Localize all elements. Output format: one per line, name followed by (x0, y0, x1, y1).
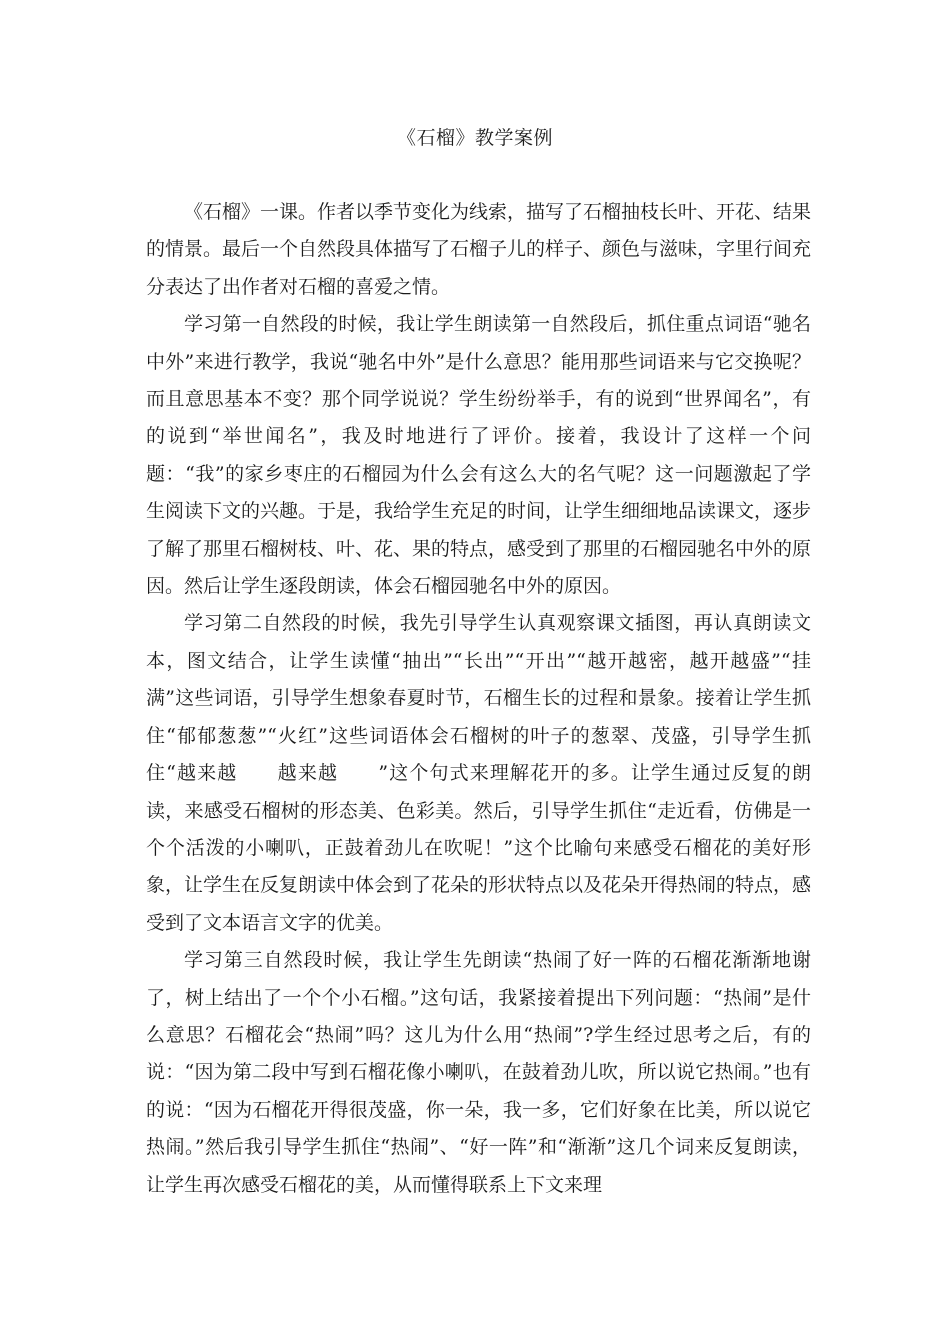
paragraph-4: 学习第三自然段时候，我让学生先朗读“热闹了好一阵的石榴花渐渐地谢了，树上结出了一个个小石榴。”这句话，我紧接着提出下列问题：“热闹”是什么意思？石榴花会“热闹”吗？这儿为什么用“热闹”?学生经过思考之后，有的说：“因为第二段中写到石榴花像小喇叭，在鼓着劲儿吹，所以说它热闹。”也有的说：“因为石榴花开得很茂盛，你一朵，我一多，它们好象在比美，所以说它热闹。”然后我引导学生抓住“热闹”、“好一阵”和“渐渐”这几个词来反复朗读，让学生再次感受石榴花的美，从而懂得联系上下文来理 (146, 949, 811, 1196)
paragraph-2: 学习第一自然段的时候，我让学生朗读第一自然段后，抓住重点词语“驰名中外”来进行教学，我说“驰名中外”是什么意思？能用那些词语来与它交换呢？而且意思基本不变？那个同学说说？学生纷纷举手，有的说到“世界闻名”，有的说到“举世闻名”，我及时地进行了评价。接着，我设计了这样一个问题：“我”的家乡枣庄的石榴园为什么会有这么大的名气呢？这一问题激起了学生阅读下文的兴趣。于是，我给学生充足的时间，让学生细细地品读课文，逐步了解了那里石榴树枝、叶、花、果的特点，感受到了那里的石榴园驰名中外的原因。然后让学生逐段朗读，体会石榴园驰名中外的原因。 (146, 313, 812, 598)
paragraph-1: 《石榴》一课。作者以季节变化为线索，描写了石榴抽枝长叶、开花、结果的情景。最后一个自然段具体描写了石榴子儿的样子、颜色与滋味，字里行间充分表达了出作者对石榴的喜爱之情。 (146, 201, 812, 298)
document-body (146, 194, 811, 1204)
document-title: 《石榴》教学案例 (396, 127, 553, 149)
paragraph-3: 学习第二自然段的时候，我先引导学生认真观察课文插图，再认真朗读文本，图文结合，让学生读懂“抽出”“长出”“开出”“越开越密，越开越盛”“挂满”这些词语，引导学生想象春夏时节，石榴生长的过程和景象。接着让学生抓住“郁郁葱葱”“火红”这些词语体会石榴树的叶子的葱翠、茂盛，引导学生抓住“越来越 越来越 ”这个句式来理解花开的多。让学生通过反复的朗读，来感受石榴树的形态美、色彩美。然后，引导学生抓住“走近看，仿佛是一个个活泼的小喇叭，正鼓着劲儿在吹呢！”这个比喻句来感受石榴花的美好形象，让学生在反复朗读中体会到了花朵的形状特点以及花朵开得热闹的特点，感受到了文本语言文字的优美。 (146, 612, 812, 934)
